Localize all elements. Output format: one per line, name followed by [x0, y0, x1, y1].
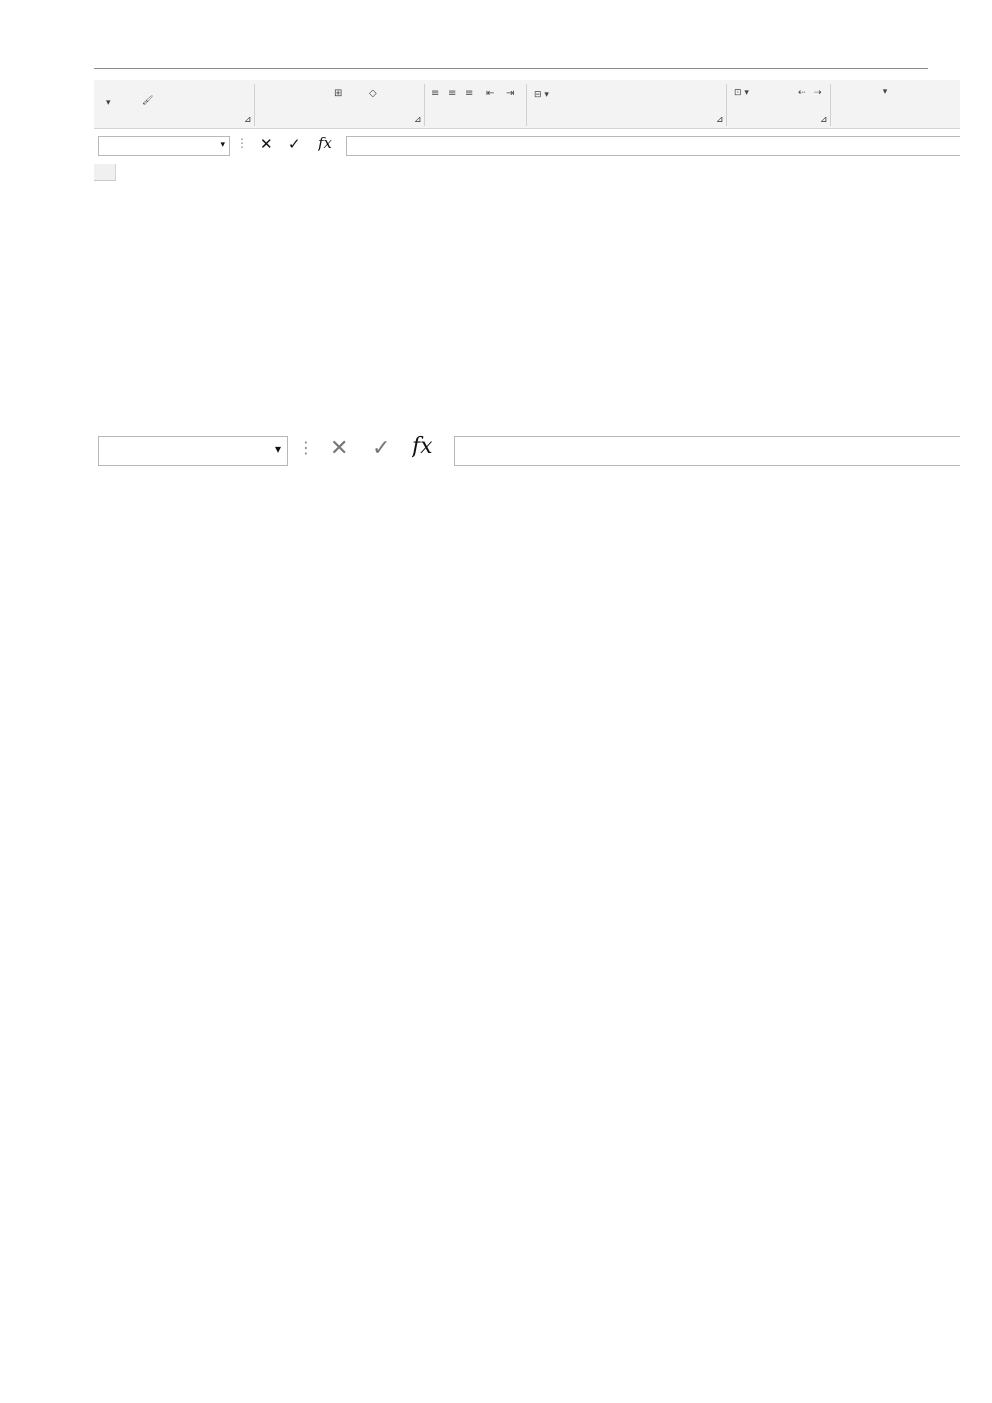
name-box-dropdown-icon[interactable]: ▾	[220, 140, 225, 150]
number-launcher-icon[interactable]: ⊿	[820, 115, 828, 125]
formula-input[interactable]	[346, 136, 960, 156]
number-format-icon[interactable]: ⊡ ▾	[734, 88, 749, 98]
divider	[726, 84, 727, 126]
align-center-icon[interactable]: ≡	[448, 88, 457, 99]
format-painter-button[interactable]: 🖌	[142, 96, 154, 106]
more-options-icon[interactable]: ⋮	[236, 136, 248, 150]
ribbon	[94, 80, 960, 129]
cancel-icon[interactable]: ✕	[330, 436, 349, 461]
divider	[424, 84, 425, 126]
enter-icon[interactable]: ✓	[372, 436, 391, 461]
excel-screenshot-2	[94, 424, 960, 774]
insert-function-icon[interactable]: fx	[412, 434, 433, 459]
excel-screenshot-1	[94, 80, 960, 327]
format-as-table-button[interactable]	[930, 86, 960, 112]
align-right-icon[interactable]: ≡	[465, 88, 474, 99]
paste-dropdown-icon[interactable]: ▾	[106, 98, 111, 108]
fill-color-icon[interactable]: ◇	[369, 88, 377, 99]
outdent-icon[interactable]: ⇥	[506, 88, 515, 99]
cancel-icon[interactable]: ✕	[260, 135, 273, 153]
alignment-launcher-icon[interactable]: ⊿	[716, 115, 724, 125]
enter-icon[interactable]: ✓	[288, 135, 301, 153]
more-options-icon[interactable]: ⋮	[298, 438, 314, 457]
borders-icon[interactable]: ⊞	[334, 88, 343, 99]
merge-center-button[interactable]: ⊟ ▾	[534, 90, 549, 100]
decrease-decimal-icon[interactable]: ⇢	[814, 88, 822, 98]
indent-icon[interactable]: ⇤	[486, 88, 495, 99]
divider	[254, 84, 255, 126]
page-header	[94, 48, 928, 69]
conditional-format-button[interactable]: ▾	[882, 87, 888, 97]
divider	[526, 84, 527, 126]
name-box[interactable]	[98, 136, 230, 156]
formula-bar	[94, 424, 960, 476]
divider	[830, 84, 831, 126]
align-left-icon[interactable]: ≡	[431, 88, 440, 99]
formula-bar	[94, 134, 960, 156]
name-box[interactable]	[98, 436, 288, 466]
name-box-dropdown-icon[interactable]: ▾	[274, 442, 281, 456]
font-launcher-icon[interactable]: ⊿	[414, 115, 422, 125]
formula-input[interactable]	[454, 436, 960, 466]
insert-function-icon[interactable]: fx	[318, 134, 333, 152]
column-headers	[94, 164, 116, 181]
increase-decimal-icon[interactable]: ⇠	[798, 88, 806, 98]
clipboard-launcher-icon[interactable]: ⊿	[244, 115, 252, 125]
select-all-corner[interactable]	[94, 164, 116, 180]
